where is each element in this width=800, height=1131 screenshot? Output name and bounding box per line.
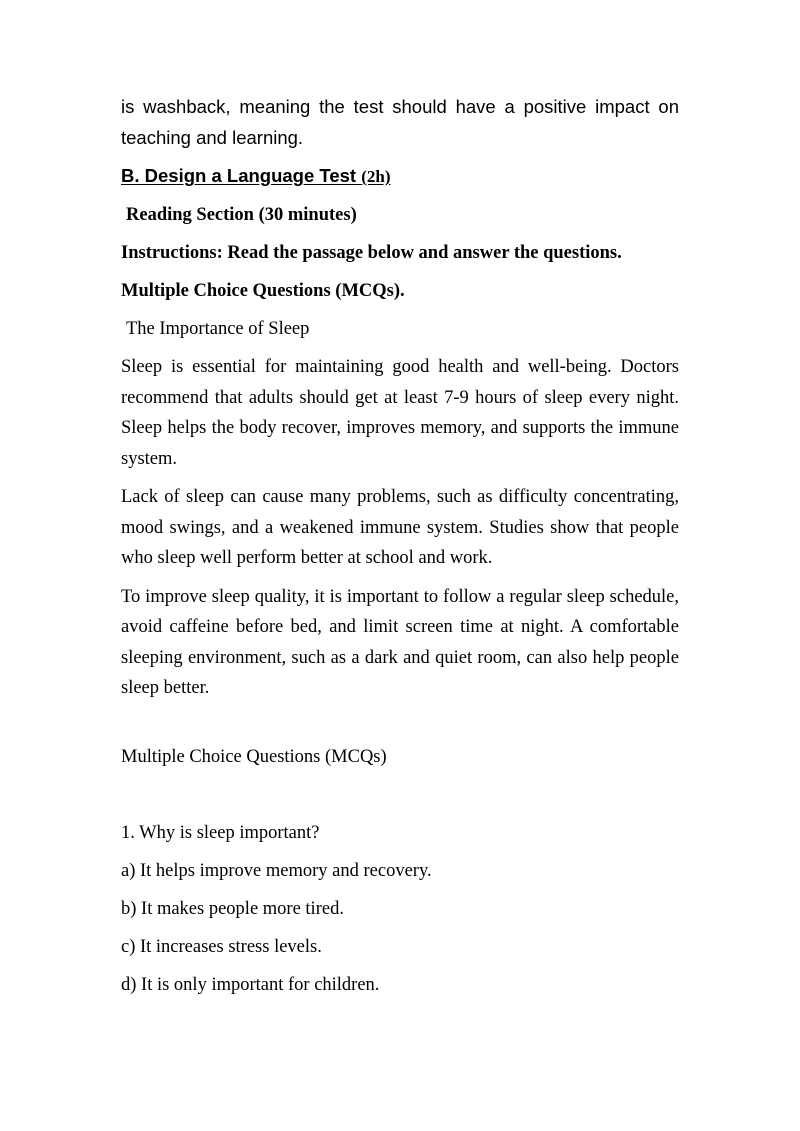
spacer	[121, 704, 679, 742]
option-a: a) It helps improve memory and recovery.	[121, 860, 432, 881]
question-text: 1. Why is sleep important?	[121, 822, 320, 843]
mcq-subheading: Multiple Choice Questions (MCQs).	[121, 281, 405, 301]
question-block	[121, 818, 679, 1000]
passage-paragraph-3: To improve sleep quality, it is important to follow a regular sleep schedule, avoid caffeine before bed, and limit screen time at night. A comfortable sleeping environment, such as a dark and quiet room, can also help people sleep better.	[121, 586, 679, 698]
questions-heading: Multiple Choice Questions (MCQs)	[121, 746, 387, 767]
reading-section-title: Reading Section (30 minutes)	[126, 205, 357, 225]
intro-paragraph: is washback, meaning the test should have a positive impact on teaching and learning.	[121, 96, 679, 148]
reading-instructions: Instructions: Read the passage below and answer the questions.	[121, 243, 622, 263]
spacer	[121, 780, 679, 818]
passage-paragraph-1: Sleep is essential for maintaining good health and well-being. Doctors recommend that adults should get at least 7-9 hours of sleep every night. Sleep helps the body recover, improves memory, and supports the immune system.	[121, 357, 679, 469]
passage-title: The Importance of Sleep	[126, 319, 310, 339]
passage-paragraph-2: Lack of sleep can cause many problems, such as difficulty concentrating, mood swings, and a weakened immune system. Studies show that people who sleep well perform better at school and work.	[121, 487, 679, 568]
section-b-heading	[121, 161, 679, 192]
document-page	[121, 92, 679, 1008]
option-d: d) It is only important for children.	[121, 974, 380, 995]
section-b-duration: (2h)	[361, 167, 391, 186]
option-c: c) It increases stress levels.	[121, 936, 322, 957]
option-b: b) It makes people more tired.	[121, 898, 344, 919]
section-b-title: B. Design a Language Test	[121, 165, 357, 186]
